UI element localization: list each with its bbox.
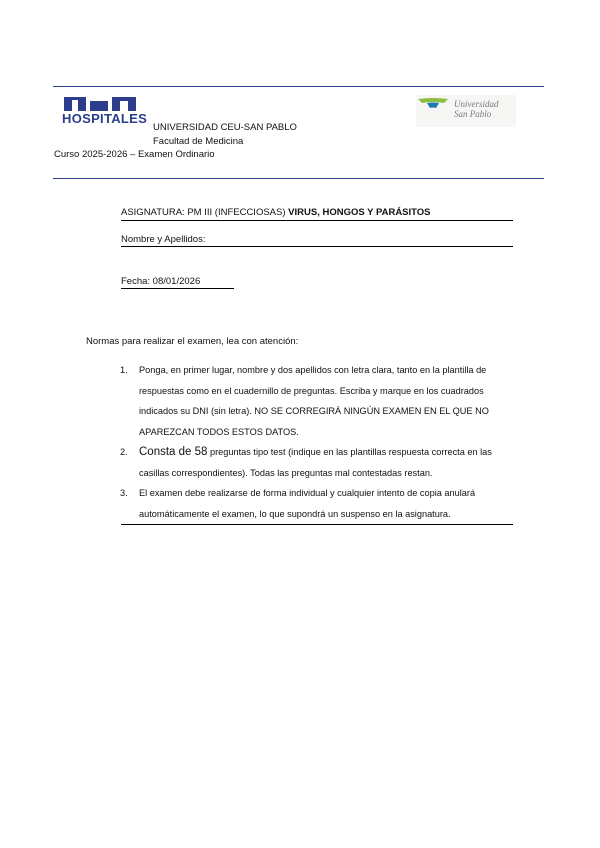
- hm-logo-icon: [64, 96, 136, 112]
- hm-logo-text: HOSPITALES: [62, 111, 148, 126]
- hm-hospitales-logo: [62, 96, 148, 130]
- date-underline: [121, 288, 234, 289]
- usp-logo-line-1: Universidad: [454, 99, 499, 109]
- subject-field: [121, 207, 431, 218]
- date-field: Fecha: 08/01/2026: [121, 276, 201, 287]
- question-count: Consta de 58: [139, 446, 208, 458]
- name-underline: [121, 246, 513, 247]
- instructions-list: [120, 360, 514, 524]
- instruction-text: preguntas tipo test (indique en las plantillas respuesta correcta en las casillas correspondientes). Todas las preguntas mal contestadas restan.: [139, 447, 492, 478]
- name-field-label: Nombre y Apellidos:: [121, 234, 206, 245]
- instructions-intro: Normas para realizar el examen, lea con atención:: [86, 336, 299, 347]
- instruction-number: 1.: [120, 365, 128, 375]
- instruction-item: [120, 442, 514, 483]
- subject-title: VIRUS, HONGOS Y PARÁSITOS: [288, 207, 431, 218]
- instruction-number: 2.: [120, 447, 128, 457]
- instructions-underline: [121, 524, 513, 525]
- university-name: UNIVERSIDAD CEU-SAN PABLO: [153, 122, 297, 133]
- instruction-text: El examen debe realizarse de forma individual y cualquier intento de copia anulará automáticamente el examen, lo que supondrá un suspenso en la asignatura.: [139, 488, 476, 519]
- faculty-name: Facultad de Medicina: [153, 136, 244, 147]
- usp-logo-line-2: San Pablo: [454, 109, 492, 119]
- header-bottom-rule: [53, 178, 544, 179]
- usp-emblem-icon: [418, 97, 448, 111]
- subject-label: ASIGNATURA: PM III (INFECCIOSAS): [121, 207, 289, 218]
- instruction-number: 3.: [120, 488, 128, 498]
- header-top-rule: [53, 86, 544, 87]
- usp-logo-text: [454, 99, 499, 119]
- course-info: Curso 2025-2026 – Examen Ordinario: [54, 149, 215, 160]
- subject-underline: [121, 220, 513, 221]
- instruction-item: [120, 483, 514, 524]
- instruction-item: [120, 360, 514, 442]
- instruction-text: Ponga, en primer lugar, nombre y dos apellidos con letra clara, tanto en la plantilla de respuestas como en el cuadernillo de preguntas. Escriba y marque en los cuadrados indicados su DNI (sin letra). NO SE CORREGIRÁ NINGÚN EXAMEN EN EL QUE NO APAREZCAN TODOS ESTOS DATOS.: [139, 365, 489, 437]
- usp-logo: [416, 95, 516, 127]
